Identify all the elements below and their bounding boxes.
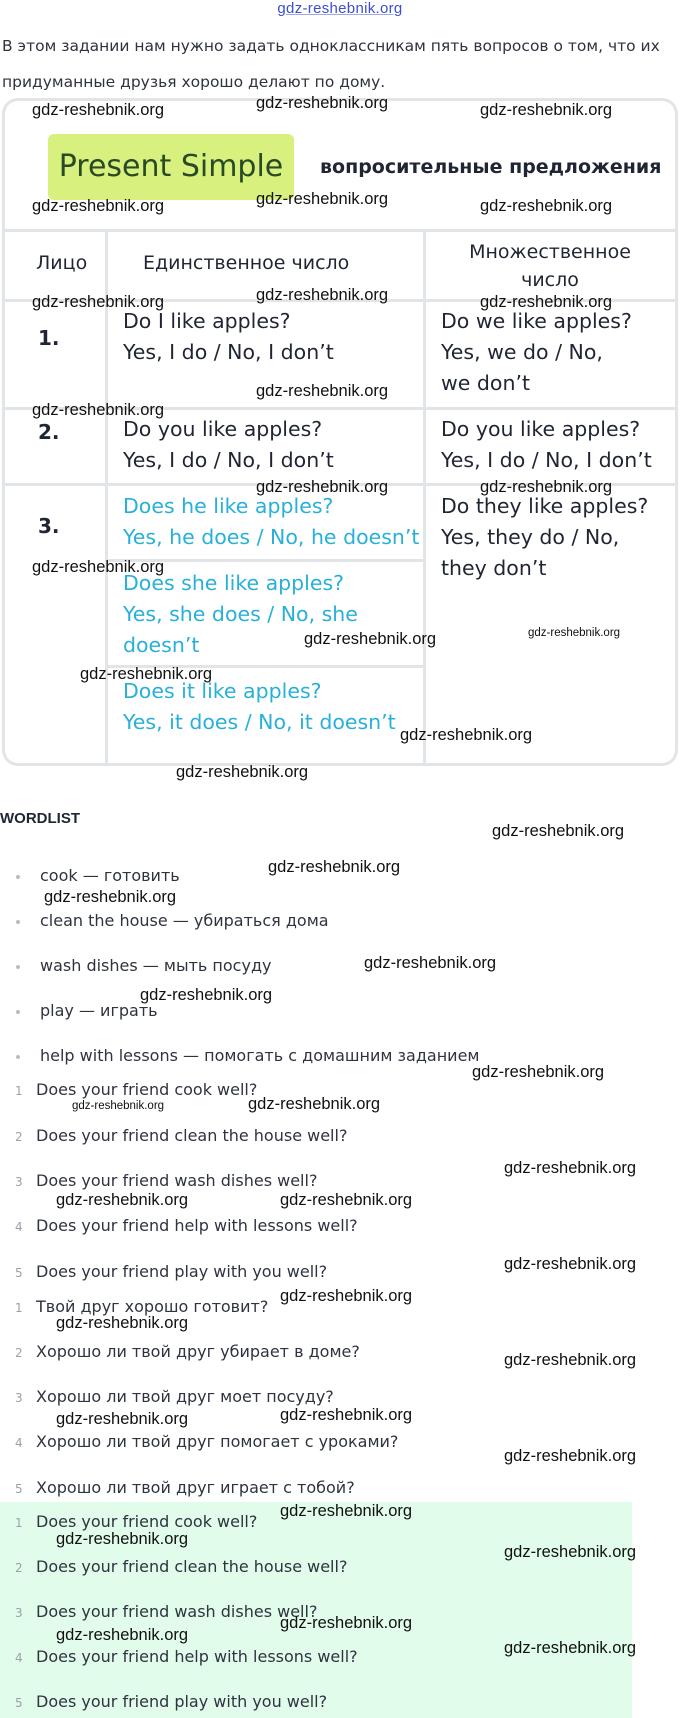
watermark: gdz-reshebnik.org xyxy=(504,1159,637,1177)
watermark: gdz-reshebnik.org xyxy=(248,1095,381,1113)
cell-it xyxy=(123,676,396,738)
cell-plural xyxy=(441,306,632,399)
site-header-link[interactable]: gdz-reshebnik.org xyxy=(277,0,403,17)
cell-he xyxy=(123,491,419,553)
list-item: 3 xyxy=(15,1391,23,1405)
cell-answer: Yes, I do / No, I don’t xyxy=(441,448,652,472)
list-item-text: Does your friend clean the house well? xyxy=(36,1557,348,1576)
cell-question: Do they like apples? xyxy=(441,494,649,518)
watermark: gdz-reshebnik.org xyxy=(480,101,613,119)
wordlist-item: clean the house — убираться дома xyxy=(40,911,329,930)
list-item: 4 xyxy=(15,1220,23,1234)
list-item: 1 xyxy=(15,1301,23,1315)
watermark: gdz-reshebnik.org xyxy=(256,478,389,496)
cell-singular xyxy=(123,306,334,368)
watermark: gdz-reshebnik.org xyxy=(400,726,533,744)
wordlist-item: wash dishes — мыть посуду xyxy=(40,956,271,975)
list-item-text: Хорошо ли твой друг играет с тобой? xyxy=(36,1478,355,1497)
cell-plural xyxy=(441,414,652,476)
watermark: gdz-reshebnik.org xyxy=(32,293,165,311)
list-item-text: Does your friend play with you well? xyxy=(36,1692,328,1711)
watermark: gdz-reshebnik.org xyxy=(56,1191,189,1209)
watermark: gdz-reshebnik.org xyxy=(44,888,177,906)
bullet-icon xyxy=(16,920,20,924)
list-item-text: Does your friend help with lessons well? xyxy=(36,1216,358,1235)
list-item-text: Does your friend wash dishes well? xyxy=(36,1602,318,1621)
watermark: gdz-reshebnik.org xyxy=(280,1191,413,1209)
row-number: 1. xyxy=(38,326,60,350)
list-item-text: Does your friend play with you well? xyxy=(36,1262,328,1281)
watermark: gdz-reshebnik.org xyxy=(80,665,213,683)
row-number: 2. xyxy=(38,420,60,444)
bullet-icon xyxy=(16,1055,20,1059)
wordlist-item: play — играть xyxy=(40,1001,158,1020)
list-item: 1 xyxy=(15,1516,23,1530)
cell-question: Does it like apples? xyxy=(123,679,322,703)
list-item: 2 xyxy=(15,1130,23,1144)
list-item: 2 xyxy=(15,1346,23,1360)
watermark: gdz-reshebnik.org xyxy=(32,558,165,576)
list-item-text: Does your friend help with lessons well? xyxy=(36,1647,358,1666)
cell-answer: Yes, it does / No, it doesn’t xyxy=(123,710,396,734)
list-item: 5 xyxy=(15,1482,23,1496)
watermark: gdz-reshebnik.org xyxy=(256,382,389,400)
watermark: gdz-reshebnik.org xyxy=(280,1406,413,1424)
list-item-text: Does your friend wash dishes well? xyxy=(36,1171,318,1190)
cell-question: Does she like apples? xyxy=(123,571,345,595)
cell-answer: Yes, they do / No, xyxy=(441,525,620,549)
bullet-icon xyxy=(16,965,20,969)
watermark: gdz-reshebnik.org xyxy=(472,1063,605,1081)
cell-question: Do you like apples? xyxy=(441,417,641,441)
row-number: 3. xyxy=(38,514,60,538)
header-person: Лицо xyxy=(36,252,88,274)
cell-answer: doesn’t xyxy=(123,633,200,657)
header-plural xyxy=(420,238,680,294)
list-item: 5 xyxy=(15,1696,23,1710)
cell-answer: we don’t xyxy=(441,371,530,395)
watermark: gdz-reshebnik.org xyxy=(140,986,273,1004)
watermark: gdz-reshebnik.org xyxy=(480,197,613,215)
watermark: gdz-reshebnik.org xyxy=(280,1614,413,1632)
watermark: gdz-reshebnik.org xyxy=(480,293,613,311)
watermark: gdz-reshebnik.org xyxy=(56,1530,189,1548)
wordlist-title: WORDLIST xyxy=(0,810,80,827)
watermark: gdz-reshebnik.org xyxy=(56,1314,189,1332)
list-item-text: Does your friend cook well? xyxy=(36,1512,258,1531)
watermark: gdz-reshebnik.org xyxy=(504,1639,637,1657)
bullet-icon xyxy=(16,875,20,879)
present-simple-badge: Present Simple xyxy=(48,134,294,200)
wordlist-item: cook — готовить xyxy=(40,866,180,885)
watermark: gdz-reshebnik.org xyxy=(504,1543,637,1561)
list-item: 4 xyxy=(15,1651,23,1665)
list-item-text: Хорошо ли твой друг моет посуду? xyxy=(36,1387,334,1406)
list-item: 3 xyxy=(15,1175,23,1189)
cell-answer: Yes, I do / No, I don’t xyxy=(123,340,334,364)
cell-answer: Yes, I do / No, I don’t xyxy=(123,448,334,472)
cell-answer: Yes, she does / No, she xyxy=(123,602,358,626)
cell-singular xyxy=(123,414,334,476)
watermark: gdz-reshebnik.org xyxy=(176,763,309,781)
watermark: gdz-reshebnik.org xyxy=(504,1255,637,1273)
watermark: gdz-reshebnik.org xyxy=(56,1410,189,1428)
list-item: 3 xyxy=(15,1606,23,1620)
watermark: gdz-reshebnik.org xyxy=(268,858,401,876)
watermark: gdz-reshebnik.org xyxy=(504,1351,637,1369)
list-item-text: Хорошо ли твой друг помогает с уроками? xyxy=(36,1432,399,1451)
watermark: gdz-reshebnik.org xyxy=(32,197,165,215)
bullet-icon xyxy=(16,1010,20,1014)
intro-text: В этом задании нам нужно задать одноклассникам пять вопросов о том, что их придуманные друзья хорошо делают по дому. xyxy=(2,37,660,91)
badge-caption: вопросительные предложения xyxy=(320,156,662,178)
cell-question: Do we like apples? xyxy=(441,309,632,333)
watermark: gdz-reshebnik.org xyxy=(492,822,625,840)
watermark: gdz-reshebnik.org xyxy=(72,1100,165,1112)
watermark: gdz-reshebnik.org xyxy=(304,630,437,648)
cell-answer: they don’t xyxy=(441,556,547,580)
cell-plural xyxy=(441,491,648,584)
watermark: gdz-reshebnik.org xyxy=(480,478,613,496)
list-item: 5 xyxy=(15,1266,23,1280)
list-item-text: Does your friend cook well? xyxy=(36,1080,258,1099)
divider xyxy=(423,229,426,763)
header-plural-line1: Множественное xyxy=(469,241,631,263)
watermark: gdz-reshebnik.org xyxy=(364,954,497,972)
list-item: 2 xyxy=(15,1561,23,1575)
list-item: 1 xyxy=(15,1084,23,1098)
watermark: gdz-reshebnik.org xyxy=(32,101,165,119)
watermark: gdz-reshebnik.org xyxy=(528,627,621,639)
cell-answer: Yes, he does / No, he doesn’t xyxy=(123,525,420,549)
watermark: gdz-reshebnik.org xyxy=(280,1502,413,1520)
list-item-text: Хорошо ли твой друг убирает в доме? xyxy=(36,1342,360,1361)
watermark: gdz-reshebnik.org xyxy=(256,286,389,304)
cell-answer: Yes, we do / No, xyxy=(441,340,603,364)
list-item: 4 xyxy=(15,1436,23,1450)
cell-question: Do I like apples? xyxy=(123,309,291,333)
wordlist-item: help with lessons — помогать с домашним заданием xyxy=(40,1046,479,1065)
cell-question: Does he like apples? xyxy=(123,494,334,518)
watermark: gdz-reshebnik.org xyxy=(280,1287,413,1305)
list-item-text: Does your friend clean the house well? xyxy=(36,1126,348,1145)
header-singular: Единственное число xyxy=(143,252,350,274)
watermark: gdz-reshebnik.org xyxy=(56,1626,189,1644)
watermark: gdz-reshebnik.org xyxy=(256,190,389,208)
list-item-text: Твой друг хорошо готовит? xyxy=(36,1297,269,1316)
watermark: gdz-reshebnik.org xyxy=(504,1447,637,1465)
watermark: gdz-reshebnik.org xyxy=(256,94,389,112)
cell-question: Do you like apples? xyxy=(123,417,323,441)
watermark: gdz-reshebnik.org xyxy=(32,401,165,419)
header-plural-line2: число xyxy=(521,269,579,291)
